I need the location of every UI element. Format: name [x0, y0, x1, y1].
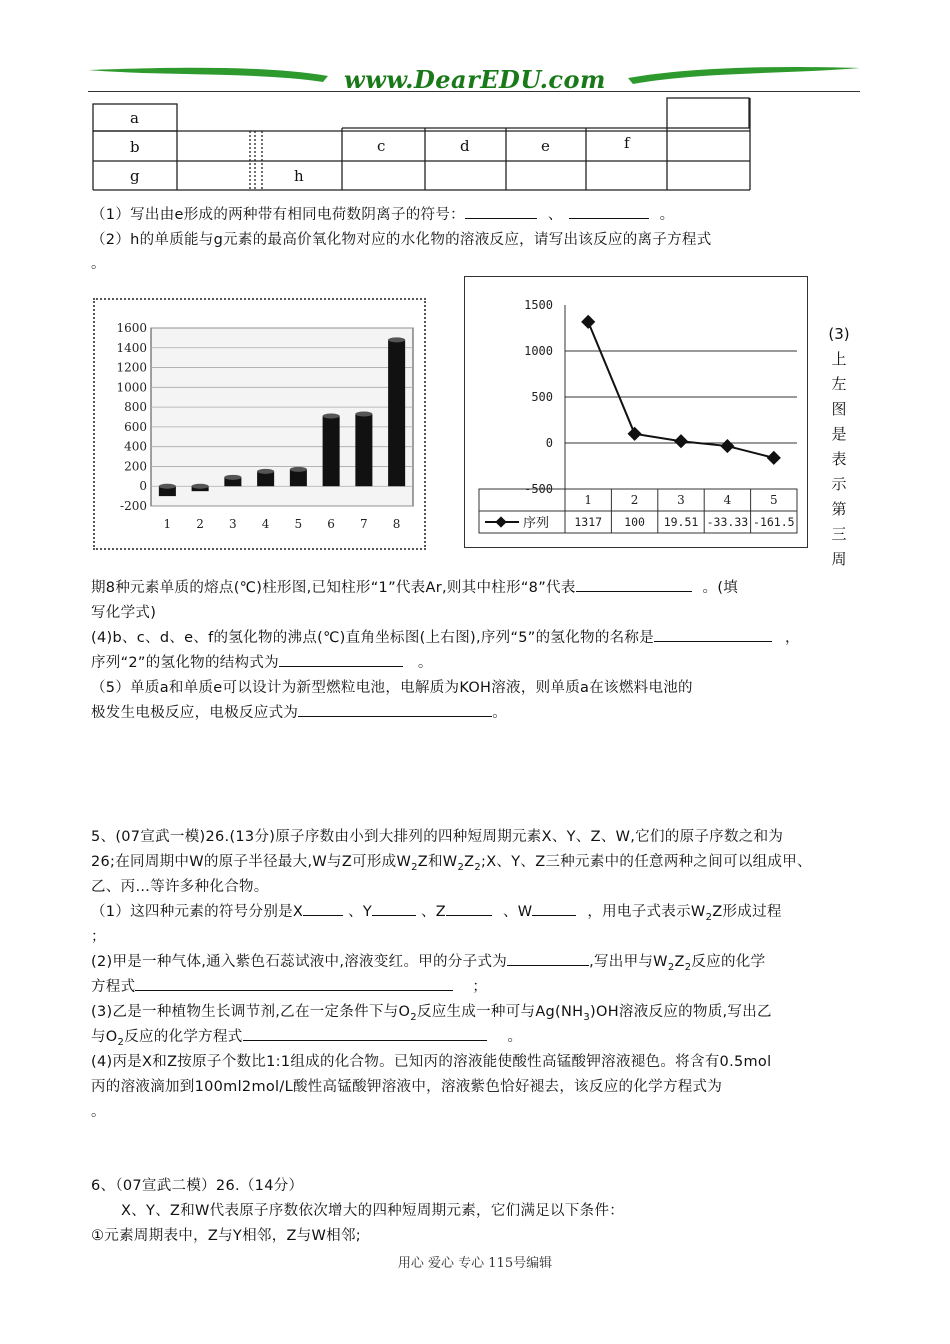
- bar-top: [388, 337, 405, 342]
- bar-top: [355, 412, 372, 417]
- bar-top: [159, 484, 176, 489]
- q4-part3-end: 。(填: [702, 580, 739, 596]
- answer-blank-x[interactable]: [303, 901, 343, 916]
- data-point-2: [628, 427, 642, 441]
- q5-line8: [91, 1000, 772, 1023]
- subscript: 2: [457, 861, 465, 873]
- bar-top: [192, 484, 209, 489]
- y-tick-label: -500: [524, 482, 553, 496]
- q4-part2-end: 。: [91, 256, 106, 272]
- q4-part4-line2: [91, 651, 433, 672]
- q5-text: 反应的化学方程式: [124, 1029, 243, 1045]
- subscript: 2: [474, 861, 482, 873]
- table-grid: [92, 97, 752, 193]
- y-tick-label: 1200: [116, 360, 147, 375]
- q5-text: 。: [507, 1029, 523, 1045]
- q5-line6: [91, 950, 765, 973]
- q5-text: 、Y: [348, 904, 373, 920]
- q5-text: 、Z: [420, 904, 447, 920]
- q4-part1-text: （1）写出由e形成的两种带有相同电荷数阴离子的符号：: [91, 207, 465, 223]
- x-tick-label: 5: [294, 517, 303, 531]
- bar-5: [290, 469, 307, 486]
- x-tick-label: 2: [196, 517, 204, 531]
- plot-area: [151, 328, 413, 506]
- q4-part5-line2: [91, 701, 507, 722]
- q5-text: ，用电子式表示W: [587, 904, 706, 920]
- subscript: 2: [684, 961, 692, 973]
- q4-part5-line1: （5）单质a和单质e可以设计为新型燃粒电池，电解质为KOH溶液，则单质a在该燃料电池的: [91, 680, 693, 696]
- period: 。: [417, 655, 433, 671]
- periodic-table-fragment: [92, 97, 752, 193]
- q4-part5-text: 极发生电极反应，电极反应式为: [91, 705, 299, 721]
- bar-6: [323, 416, 340, 486]
- bar-8: [388, 340, 405, 486]
- answer-blank[interactable]: [279, 652, 403, 667]
- melting-point-bar-chart: [93, 298, 426, 550]
- y-tick-label: 800: [124, 400, 147, 415]
- q5-text: ,写出甲与W: [589, 954, 668, 970]
- q6-line2: X、Y、Z和W代表原子序数依次增大的四种短周期元素，它们满足以下条件：: [121, 1203, 625, 1219]
- q4-part4-text: (4)b、c、d、e、f的氢化物的沸点(℃)直角坐标图(上右图),序列“5”的氢化物的名称是: [91, 630, 655, 646]
- side-char: 左: [831, 375, 847, 393]
- x-tick-label: 5: [769, 493, 778, 507]
- q5-line1: 5、(07宣武一模)26.(13分)原子序数由小到大排列的四种短周期元素X、Y、Z、W,它们的原子序数之和为: [91, 829, 784, 845]
- y-tick-label: 500: [531, 390, 553, 404]
- subscript: 3: [583, 1011, 591, 1023]
- answer-blank[interactable]: [298, 702, 492, 717]
- bar-7: [355, 414, 372, 486]
- x-tick-label: 6: [327, 517, 335, 531]
- q5-text: 反应的化学: [691, 954, 766, 970]
- y-tick-label: 1500: [524, 298, 553, 312]
- q5-text: （1）这四种元素的符号分别是X: [91, 904, 304, 920]
- q4-part2: （2）h的单质能与g元素的最高价氧化物对应的水化物的溶液反应，请写出该反应的离子方程式: [91, 232, 712, 248]
- page-footer: 用心 爱心 专心 115号编辑: [397, 1256, 553, 1271]
- y-tick-label: -200: [120, 499, 147, 513]
- q5-line11: 丙的溶液滴加到100ml2mol/L酸性高锰酸钾溶液中，溶液紫色恰好褪去，该反应的化学方程式为: [91, 1079, 723, 1095]
- y-tick-label: 600: [124, 419, 147, 434]
- data-label: 19.51: [663, 515, 699, 529]
- period: 。: [659, 207, 675, 223]
- side-char: 图: [831, 400, 847, 418]
- bar-chart-svg: [95, 300, 424, 548]
- q4-part1: [91, 203, 674, 224]
- q6-line1: 6、（07宣武二模）26.（14分）: [91, 1178, 304, 1194]
- q4-part3-line1: [91, 576, 738, 597]
- data-label: 1317: [574, 515, 603, 529]
- y-tick-label: 400: [124, 439, 147, 454]
- q5-text: 、W: [502, 904, 533, 920]
- q5-line2: [91, 850, 812, 873]
- q5-text: ；: [472, 979, 488, 995]
- x-tick-label: 1: [584, 493, 593, 507]
- q5-text: 方程式: [91, 979, 136, 995]
- y-tick-label: 1600: [116, 321, 147, 335]
- bar-top: [290, 467, 307, 472]
- period: 。: [492, 705, 508, 721]
- x-tick-label: 1: [163, 517, 172, 531]
- x-tick-label: 4: [261, 517, 270, 531]
- q5-line12: 。: [91, 1104, 106, 1120]
- q5-text: Z: [674, 954, 685, 970]
- q5-text: 反应生成一种可与Ag(NH: [416, 1004, 584, 1020]
- q6-line3: ①元素周期表中，Z与Y相邻，Z与W相邻;: [91, 1228, 361, 1244]
- side-char: 表: [831, 450, 847, 468]
- site-logo: www.DearEDU.com: [344, 65, 606, 94]
- answer-blank[interactable]: [654, 627, 772, 642]
- y-tick-label: 0: [139, 479, 147, 494]
- answer-blank[interactable]: [465, 204, 537, 219]
- side-char: 周: [831, 550, 847, 568]
- answer-blank-y[interactable]: [372, 901, 416, 916]
- cell-e: e: [541, 137, 550, 155]
- subscript: 2: [411, 861, 418, 873]
- q5-text: 26;在同周期中W的原子半径最大,W与Z可形成W: [91, 854, 412, 870]
- q5-line5: ；: [91, 929, 106, 945]
- bar-top: [257, 469, 274, 474]
- q4-part4-line1: [91, 626, 800, 647]
- data-point-5: [767, 451, 781, 465]
- answer-blank-w[interactable]: [532, 901, 576, 916]
- answer-blank[interactable]: [243, 1026, 487, 1041]
- q5-text: (3)乙是一种植物生长调节剂,乙在一定条件下与O: [91, 1004, 411, 1020]
- separator: 、: [547, 207, 563, 223]
- q4-part3-side-text: [826, 322, 852, 572]
- answer-blank[interactable]: [576, 577, 692, 592]
- side-char: 三: [831, 525, 847, 543]
- cell-c: c: [377, 137, 386, 155]
- side-char: 上: [831, 350, 847, 368]
- q5-line3: 乙、丙…等许多种化合物。: [91, 879, 269, 895]
- q5-text: (2)甲是一种气体,通入紫色石蕊试液中,溶液变红。甲的分子式为: [91, 954, 508, 970]
- q5-line7: [91, 975, 487, 996]
- q4-part3-line2: 写化学式): [91, 605, 157, 621]
- subscript: 2: [117, 1036, 125, 1048]
- answer-blank[interactable]: [507, 951, 589, 966]
- data-point-1: [581, 315, 595, 329]
- comma: ，: [784, 630, 800, 646]
- side-char: 示: [831, 475, 847, 493]
- side-char: 第: [831, 500, 847, 518]
- q5-text: )OH溶液反应的物质,写出乙: [590, 1004, 772, 1020]
- y-tick-label: 200: [124, 459, 147, 474]
- x-tick-label: 4: [723, 493, 732, 507]
- y-tick-label: 1000: [524, 344, 553, 358]
- q5-text: 与O: [91, 1029, 118, 1045]
- cell-d: d: [460, 137, 470, 155]
- q5-text: Z: [464, 854, 475, 870]
- subscript: 2: [667, 961, 675, 973]
- cell-g: g: [130, 167, 140, 185]
- q5-text: Z和W: [417, 854, 458, 870]
- side-char: (3): [828, 325, 850, 343]
- cell-f: f: [624, 134, 630, 152]
- x-tick-label: 7: [360, 517, 368, 531]
- q5-line9: [91, 1025, 522, 1048]
- q4-part4-text2: 序列“2”的氢化物的结构式为: [91, 655, 279, 671]
- cell-a: a: [130, 109, 139, 127]
- data-label: -33.33: [706, 515, 749, 529]
- q5-line4: [91, 900, 782, 923]
- bar-top: [224, 475, 241, 480]
- line-chart-svg: [465, 277, 806, 546]
- legend-marker: [495, 516, 506, 527]
- boiling-point-line-chart: [464, 276, 808, 548]
- legend-label: 序列: [523, 516, 550, 531]
- subscript: 2: [705, 911, 713, 923]
- header-rule: [88, 91, 860, 92]
- data-point-4: [720, 439, 734, 453]
- cell-h: h: [294, 167, 304, 185]
- cell-b: b: [130, 138, 140, 156]
- x-tick-label: 8: [392, 517, 401, 531]
- answer-blank[interactable]: [569, 204, 649, 219]
- data-point-3: [674, 434, 688, 448]
- q5-text: ;X、Y、Z三种元素中的任意两种之间可以组成甲、: [481, 854, 812, 870]
- y-tick-label: 1400: [116, 340, 147, 355]
- answer-blank-z[interactable]: [446, 901, 492, 916]
- data-label: -161.5: [753, 515, 795, 529]
- x-tick-label: 3: [229, 517, 237, 531]
- y-tick-label: 0: [545, 436, 553, 450]
- bar-top: [323, 414, 340, 419]
- answer-blank[interactable]: [135, 976, 453, 991]
- q5-text: Z形成过程: [712, 904, 782, 920]
- data-label: 100: [624, 515, 645, 529]
- y-tick-label: 1000: [116, 380, 147, 395]
- x-tick-label: 3: [677, 493, 685, 507]
- q5-line10: (4)丙是X和Z按原子个数比1:1组成的化合物。已知丙的溶液能使酸性高锰酸钾溶液褪色。将含有0.5mol: [91, 1054, 772, 1070]
- side-char: 是: [831, 425, 847, 443]
- subscript: 2: [410, 1011, 417, 1023]
- q4-part3-text: 期8种元素单质的熔点(℃)柱形图,已知柱形“1”代表Ar,则其中柱形“8”代表: [91, 580, 576, 596]
- x-tick-label: 2: [630, 493, 639, 507]
